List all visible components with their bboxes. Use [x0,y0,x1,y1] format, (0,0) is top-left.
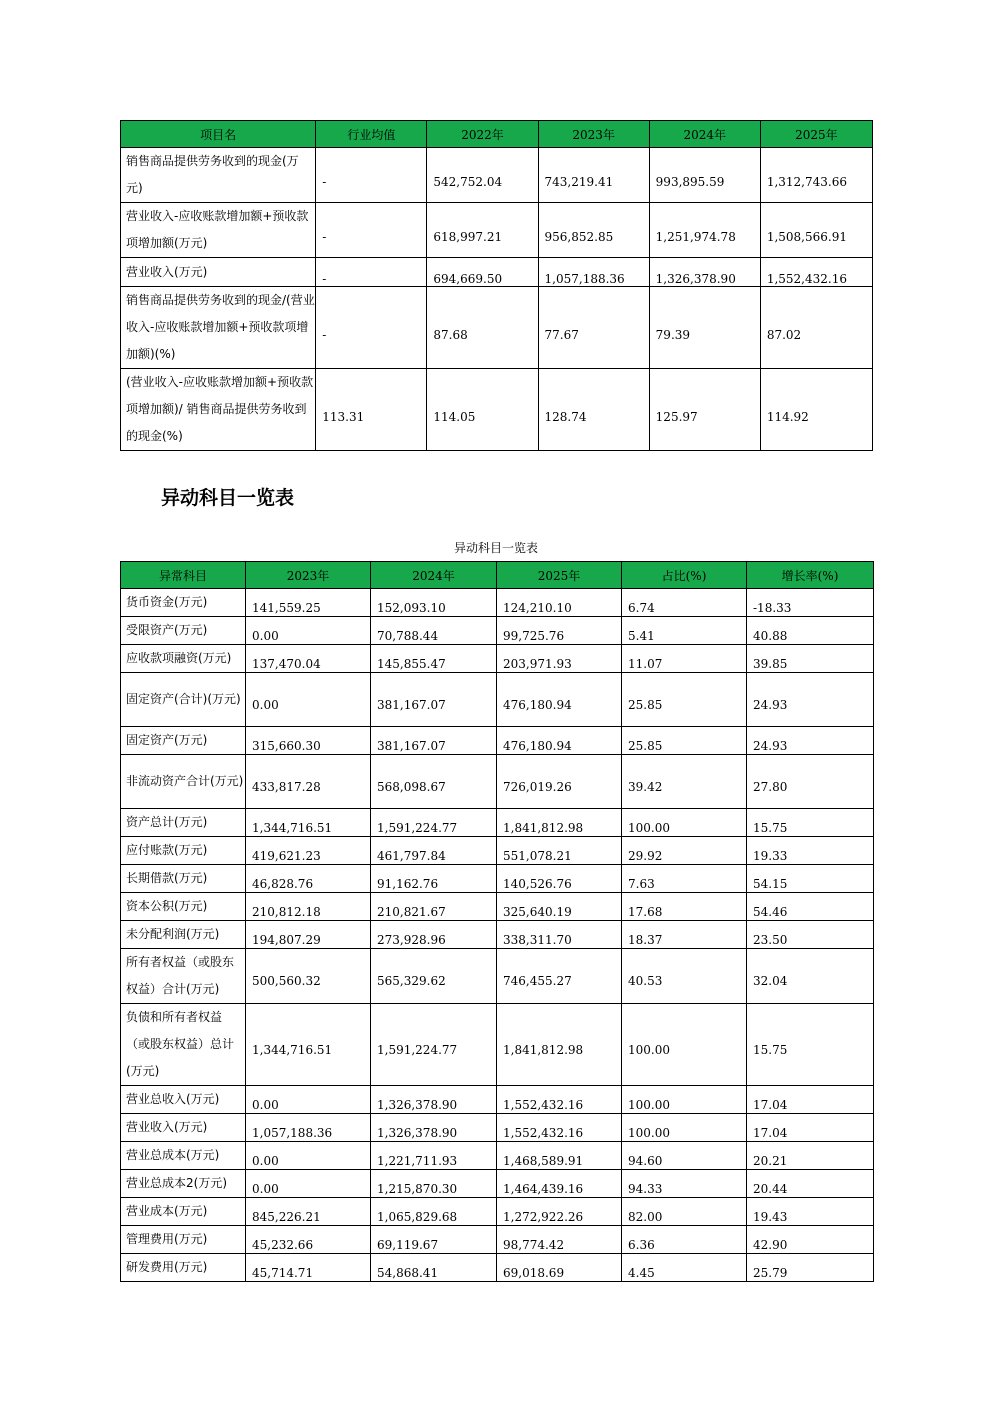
column-header: 2024年 [371,562,497,589]
value-cell: 500,560.32 [246,949,371,1004]
value-cell: 1,057,188.36 [538,258,649,287]
value-cell: 0.00 [246,1086,371,1114]
value-cell: 1,272,922.26 [497,1198,622,1226]
column-header: 占比(%) [622,562,747,589]
row-label-cell: 营业成本(万元) [121,1198,246,1226]
value-cell: 100.00 [622,1086,747,1114]
value-cell: 0.00 [246,1170,371,1198]
value-cell: 54.46 [747,893,874,921]
value-cell: 6.74 [622,589,747,617]
value-cell: 19.33 [747,837,874,865]
value-cell: 82.00 [622,1198,747,1226]
row-label-cell: 长期借款(万元) [121,865,246,893]
value-cell: 1,326,378.90 [371,1086,497,1114]
value-cell: 94.33 [622,1170,747,1198]
value-cell: 20.44 [747,1170,874,1198]
value-cell: 15.75 [747,1004,874,1086]
row-label-cell: 应付账款(万元) [121,837,246,865]
section-heading: 异动科目一览表 [161,487,295,509]
value-cell: 845,226.21 [246,1198,371,1226]
value-cell: 1,326,378.90 [649,258,760,287]
row-label-cell: 应收款项融资(万元) [121,645,246,673]
value-cell: 694,669.50 [427,258,538,287]
value-cell: 476,180.94 [497,673,622,727]
value-cell: 1,326,378.90 [371,1114,497,1142]
table-row [121,809,874,837]
table-row [121,673,874,727]
value-cell: 6.36 [622,1226,747,1254]
table-row [121,589,874,617]
value-cell: 124,210.10 [497,589,622,617]
value-cell: 7.63 [622,865,747,893]
row-label-cell: 销售商品提供劳务收到的现金/(营业收入-应收账款增加额+预收款项增加额)(%) [121,287,316,369]
value-cell: 69,018.69 [497,1254,622,1282]
value-cell: 0.00 [246,1142,371,1170]
table-row [121,1114,874,1142]
value-cell: 152,093.10 [371,589,497,617]
value-cell: - [316,258,427,287]
value-cell: 0.00 [246,673,371,727]
value-cell: - [316,287,427,369]
row-label-cell: 资产总计(万元) [121,809,246,837]
value-cell: 145,855.47 [371,645,497,673]
value-cell: 1,221,711.93 [371,1142,497,1170]
value-cell: 433,817.28 [246,755,371,809]
column-header: 增长率(%) [747,562,874,589]
value-cell: 19.43 [747,1198,874,1226]
column-header: 异常科目 [121,562,246,589]
value-cell: 1,312,743.66 [760,148,872,203]
column-header: 2025年 [760,121,872,148]
value-cell: 79.39 [649,287,760,369]
row-label-cell: 资本公积(万元) [121,893,246,921]
value-cell: 1,057,188.36 [246,1114,371,1142]
value-cell: 381,167.07 [371,727,497,755]
value-cell: 1,468,589.91 [497,1142,622,1170]
table-row [121,755,874,809]
value-cell: 1,251,974.78 [649,203,760,258]
value-cell: 1,508,566.91 [760,203,872,258]
value-cell: 565,329.62 [371,949,497,1004]
table-row [121,921,874,949]
row-label-cell: 营业收入(万元) [121,258,316,287]
column-header: 2023年 [538,121,649,148]
table-row [121,1170,874,1198]
table-row [121,287,873,369]
value-cell: 381,167.07 [371,673,497,727]
value-cell: 25.85 [622,727,747,755]
value-cell: - [316,148,427,203]
table-row [121,203,873,258]
value-cell: 25.79 [747,1254,874,1282]
value-cell: 113.31 [316,369,427,451]
table-row [121,837,874,865]
value-cell: 17.04 [747,1114,874,1142]
value-cell: 1,552,432.16 [760,258,872,287]
value-cell: 461,797.84 [371,837,497,865]
value-cell: 114.05 [427,369,538,451]
value-cell: 137,470.04 [246,645,371,673]
value-cell: 476,180.94 [497,727,622,755]
row-label-cell: 营业总收入(万元) [121,1086,246,1114]
column-header: 2024年 [649,121,760,148]
value-cell: 1,464,439.16 [497,1170,622,1198]
table-row [121,1142,874,1170]
value-cell: 39.85 [747,645,874,673]
value-cell: 45,714.71 [246,1254,371,1282]
table-caption: 异动科目一览表 [453,541,538,555]
row-label-cell: 管理费用(万元) [121,1226,246,1254]
value-cell: 1,591,224.77 [371,809,497,837]
table-row [121,645,874,673]
value-cell: 11.07 [622,645,747,673]
value-cell: 23.50 [747,921,874,949]
row-label-cell: 固定资产(万元) [121,727,246,755]
row-label-cell: 受限资产(万元) [121,617,246,645]
value-cell: 32.04 [747,949,874,1004]
column-header: 2023年 [246,562,371,589]
table-row [121,893,874,921]
value-cell: 1,841,812.98 [497,809,622,837]
table-header-row [121,121,873,148]
value-cell: 618,997.21 [427,203,538,258]
value-cell: 114.92 [760,369,872,451]
value-cell: 70,788.44 [371,617,497,645]
value-cell: 24.93 [747,673,874,727]
value-cell: 325,640.19 [497,893,622,921]
value-cell: 1,344,716.51 [246,1004,371,1086]
value-cell: 100.00 [622,1004,747,1086]
value-cell: 100.00 [622,809,747,837]
value-cell: 15.75 [747,809,874,837]
table-row [121,258,873,287]
row-label-cell: 所有者权益（或股东权益）合计(万元) [121,949,246,1004]
row-label-cell: 营业总成本2(万元) [121,1170,246,1198]
table-row [121,1086,874,1114]
value-cell: 54.15 [747,865,874,893]
table-row [121,949,874,1004]
value-cell: 568,098.67 [371,755,497,809]
value-cell: 5.41 [622,617,747,645]
table-row [121,1004,874,1086]
value-cell: 194,807.29 [246,921,371,949]
value-cell: 46,828.76 [246,865,371,893]
value-cell: 743,219.41 [538,148,649,203]
value-cell: 1,215,870.30 [371,1170,497,1198]
abnormal-items-table [120,561,874,1282]
row-label-cell: 固定资产(合计)(万元) [121,673,246,727]
value-cell: 87.68 [427,287,538,369]
value-cell: 42.90 [747,1226,874,1254]
value-cell: 100.00 [622,1114,747,1142]
value-cell: 69,119.67 [371,1226,497,1254]
value-cell: 125.97 [649,369,760,451]
row-label-cell: 营业总成本(万元) [121,1142,246,1170]
row-label-cell: 负债和所有者权益（或股东权益）总计(万元) [121,1004,246,1086]
value-cell: - [316,203,427,258]
table-row [121,1226,874,1254]
value-cell: 419,621.23 [246,837,371,865]
value-cell: 94.60 [622,1142,747,1170]
value-cell: 45,232.66 [246,1226,371,1254]
value-cell: 25.85 [622,673,747,727]
value-cell: 273,928.96 [371,921,497,949]
value-cell: 141,559.25 [246,589,371,617]
table-row [121,865,874,893]
value-cell: 4.45 [622,1254,747,1282]
value-cell: 542,752.04 [427,148,538,203]
row-label-cell: 销售商品提供劳务收到的现金(万元) [121,148,316,203]
value-cell: -18.33 [747,589,874,617]
value-cell: 91,162.76 [371,865,497,893]
value-cell: 17.68 [622,893,747,921]
column-header: 项目名 [121,121,316,148]
value-cell: 746,455.27 [497,949,622,1004]
column-header: 行业均值 [316,121,427,148]
value-cell: 40.53 [622,949,747,1004]
value-cell: 1,841,812.98 [497,1004,622,1086]
table-row [121,1254,874,1282]
value-cell: 29.92 [622,837,747,865]
value-cell: 99,725.76 [497,617,622,645]
table-row [121,369,873,451]
table-row [121,727,874,755]
value-cell: 338,311.70 [497,921,622,949]
value-cell: 203,971.93 [497,645,622,673]
value-cell: 993,895.59 [649,148,760,203]
value-cell: 87.02 [760,287,872,369]
table-row [121,148,873,203]
value-cell: 210,812.18 [246,893,371,921]
value-cell: 1,552,432.16 [497,1114,622,1142]
value-cell: 24.93 [747,727,874,755]
value-cell: 315,660.30 [246,727,371,755]
value-cell: 17.04 [747,1086,874,1114]
value-cell: 18.37 [622,921,747,949]
value-cell: 1,591,224.77 [371,1004,497,1086]
value-cell: 40.88 [747,617,874,645]
value-cell: 1,065,829.68 [371,1198,497,1226]
row-label-cell: 研发费用(万元) [121,1254,246,1282]
value-cell: 210,821.67 [371,893,497,921]
column-header: 2025年 [497,562,622,589]
value-cell: 39.42 [622,755,747,809]
value-cell: 726,019.26 [497,755,622,809]
value-cell: 0.00 [246,617,371,645]
value-cell: 551,078.21 [497,837,622,865]
column-header: 2022年 [427,121,538,148]
value-cell: 140,526.76 [497,865,622,893]
value-cell: 98,774.42 [497,1226,622,1254]
value-cell: 1,344,716.51 [246,809,371,837]
value-cell: 77.67 [538,287,649,369]
table-row [121,1198,874,1226]
cash-flow-table [120,120,873,451]
value-cell: 956,852.85 [538,203,649,258]
value-cell: 1,552,432.16 [497,1086,622,1114]
row-label-cell: 非流动资产合计(万元) [121,755,246,809]
value-cell: 20.21 [747,1142,874,1170]
row-label-cell: 货币资金(万元) [121,589,246,617]
value-cell: 128.74 [538,369,649,451]
table-row [121,617,874,645]
value-cell: 27.80 [747,755,874,809]
row-label-cell: 营业收入-应收账款增加额+预收款项增加额(万元) [121,203,316,258]
value-cell: 54,868.41 [371,1254,497,1282]
table-header-row [121,562,874,589]
row-label-cell: 未分配利润(万元) [121,921,246,949]
row-label-cell: 营业收入(万元) [121,1114,246,1142]
row-label-cell: (营业收入-应收账款增加额+预收款项增加额)/ 销售商品提供劳务收到的现金(%) [121,369,316,451]
